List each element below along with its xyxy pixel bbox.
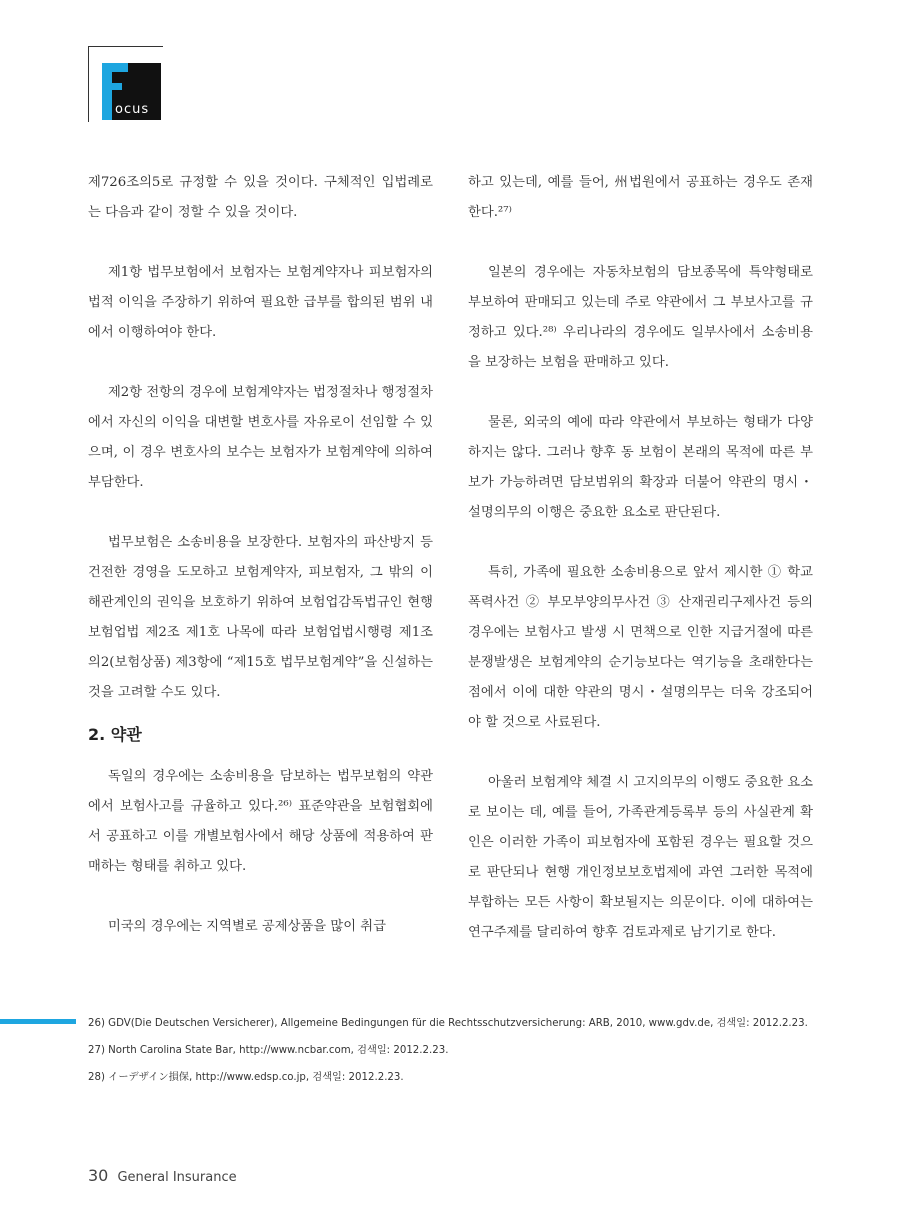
right-column — [468, 168, 813, 948]
paragraph: 일본의 경우에는 자동차보험의 담보종목에 특약형태로 부보하여 판매되고 있는데 주로 약관에서 그 부보사고를 규정하고 있다.²⁸⁾ 우리나라의 경우에도 일부사에서 소송비용을 보장하는 보험을 판매하고 있다. — [468, 265, 813, 370]
focus-logo — [88, 46, 163, 122]
footnote: 28) イーデザイン損保, http://www.edsp.co.jp, 검색일: 2012.2.23. — [88, 1072, 404, 1083]
paragraph: 법무보험은 소송비용을 보장한다. 보험자의 파산방지 등 건전한 경영을 도모하고 보험계약자, 피보험자, 그 밖의 이해관계인의 권익을 보호하기 위하여 보험업감독법규인 현행 보험업법 제2조 제1호 나목에 따라 보험업법시행령 제1조의2(보험상품) 제3항에 “제15호 법무보험계약”을 신설하는 것을 고려할 수도 있다. — [88, 535, 433, 700]
logo-frame-top — [88, 46, 163, 47]
paragraph: 제726조의5로 규정할 수 있을 것이다. 구체적인 입법례로는 다음과 같이 정할 수 있을 것이다. — [88, 175, 433, 220]
logo-letter-f-mid — [102, 83, 122, 90]
paragraph: 특히, 가족에 필요한 소송비용으로 앞서 제시한 ① 학교폭력사건 ② 부모부양의무사건 ③ 산재권리구제사건 등의 경우에는 보험사고 발생 시 면책으로 인한 지급거절에 따른 분쟁발생은 보험계약의 순기능보다는 역기능을 초래한다는 점에서 이에 대한 약관의 명시・설명의무는 더욱 강조되어야 할 것으로 사료된다. — [468, 565, 813, 730]
paragraph: 미국의 경우에는 지역별로 공제상품을 많이 취급 — [107, 919, 386, 934]
footnote: 27) North Carolina State Bar, http://www.ncbar.com, 검색일: 2012.2.23. — [88, 1045, 449, 1056]
footnotes — [88, 1014, 818, 1095]
left-column — [88, 168, 433, 942]
paragraph: 하고 있는데, 예를 들어, 州법원에서 공표하는 경우도 존재한다.²⁷⁾ — [468, 175, 813, 220]
paragraph: 독일의 경우에는 소송비용을 담보하는 법무보험의 약관에서 보험사고를 규율하고 있다.²⁶⁾ 표준약관을 보험협회에서 공표하고 이를 개별보험사에서 해당 상품에 적용하여 판매하는 형태를 취하고 있다. — [88, 769, 433, 874]
paragraph: 아울러 보험계약 체결 시 고지의무의 이행도 중요한 요소로 보이는 데, 예를 들어, 가족관계등록부 등의 사실관계 확인은 이러한 가족이 피보험자에 포함된 경우는 필요할 것으로 판단되나 현행 개인정보보호법제에 과연 그러한 목적에 부합하는 모든 사항이 확보될지는 의문이다. 이에 대하여는 연구주제를 달리하여 향후 검토과제로 남기기로 한다. — [468, 775, 813, 940]
page-number: 30 — [88, 1166, 109, 1185]
logo-letter-f-top — [102, 63, 128, 72]
footnote: 26) GDV(Die Deutschen Versicherer), Allgemeine Bedingungen für die Rechtsschutzversicherung: ARB, 2010, www.gdv.de, 검색일: 2012.2.23. — [88, 1018, 808, 1029]
footnote-accent-bar — [0, 1019, 76, 1024]
magazine-title: General Insurance — [117, 1170, 237, 1185]
paragraph: 제2항 전항의 경우에 보험계약자는 법정절차나 행정절차에서 자신의 이익을 대변할 변호사를 자유로이 선임할 수 있으며, 이 경우 변호사의 보수는 보험자가 보험계약에 의하여 부담한다. — [88, 385, 433, 490]
paragraph: 물론, 외국의 예에 따라 약관에서 부보하는 형태가 다양하지는 않다. 그러나 향후 동 보험이 본래의 목적에 따른 부보가 가능하려면 담보범위의 확장과 더불어 약관의 명시・설명의무의 이행은 중요한 요소로 판단된다. — [468, 415, 813, 520]
page-footer — [88, 1166, 237, 1185]
paragraph: 제1항 법무보험에서 보험자는 보험계약자나 피보험자의 법적 이익을 주장하기 위하여 필요한 급부를 합의된 범위 내에서 이행하여야 한다. — [88, 265, 433, 340]
logo-word: ocus — [115, 102, 150, 117]
section-heading: 2. 약관 — [88, 725, 142, 744]
logo-frame-left — [88, 46, 89, 122]
